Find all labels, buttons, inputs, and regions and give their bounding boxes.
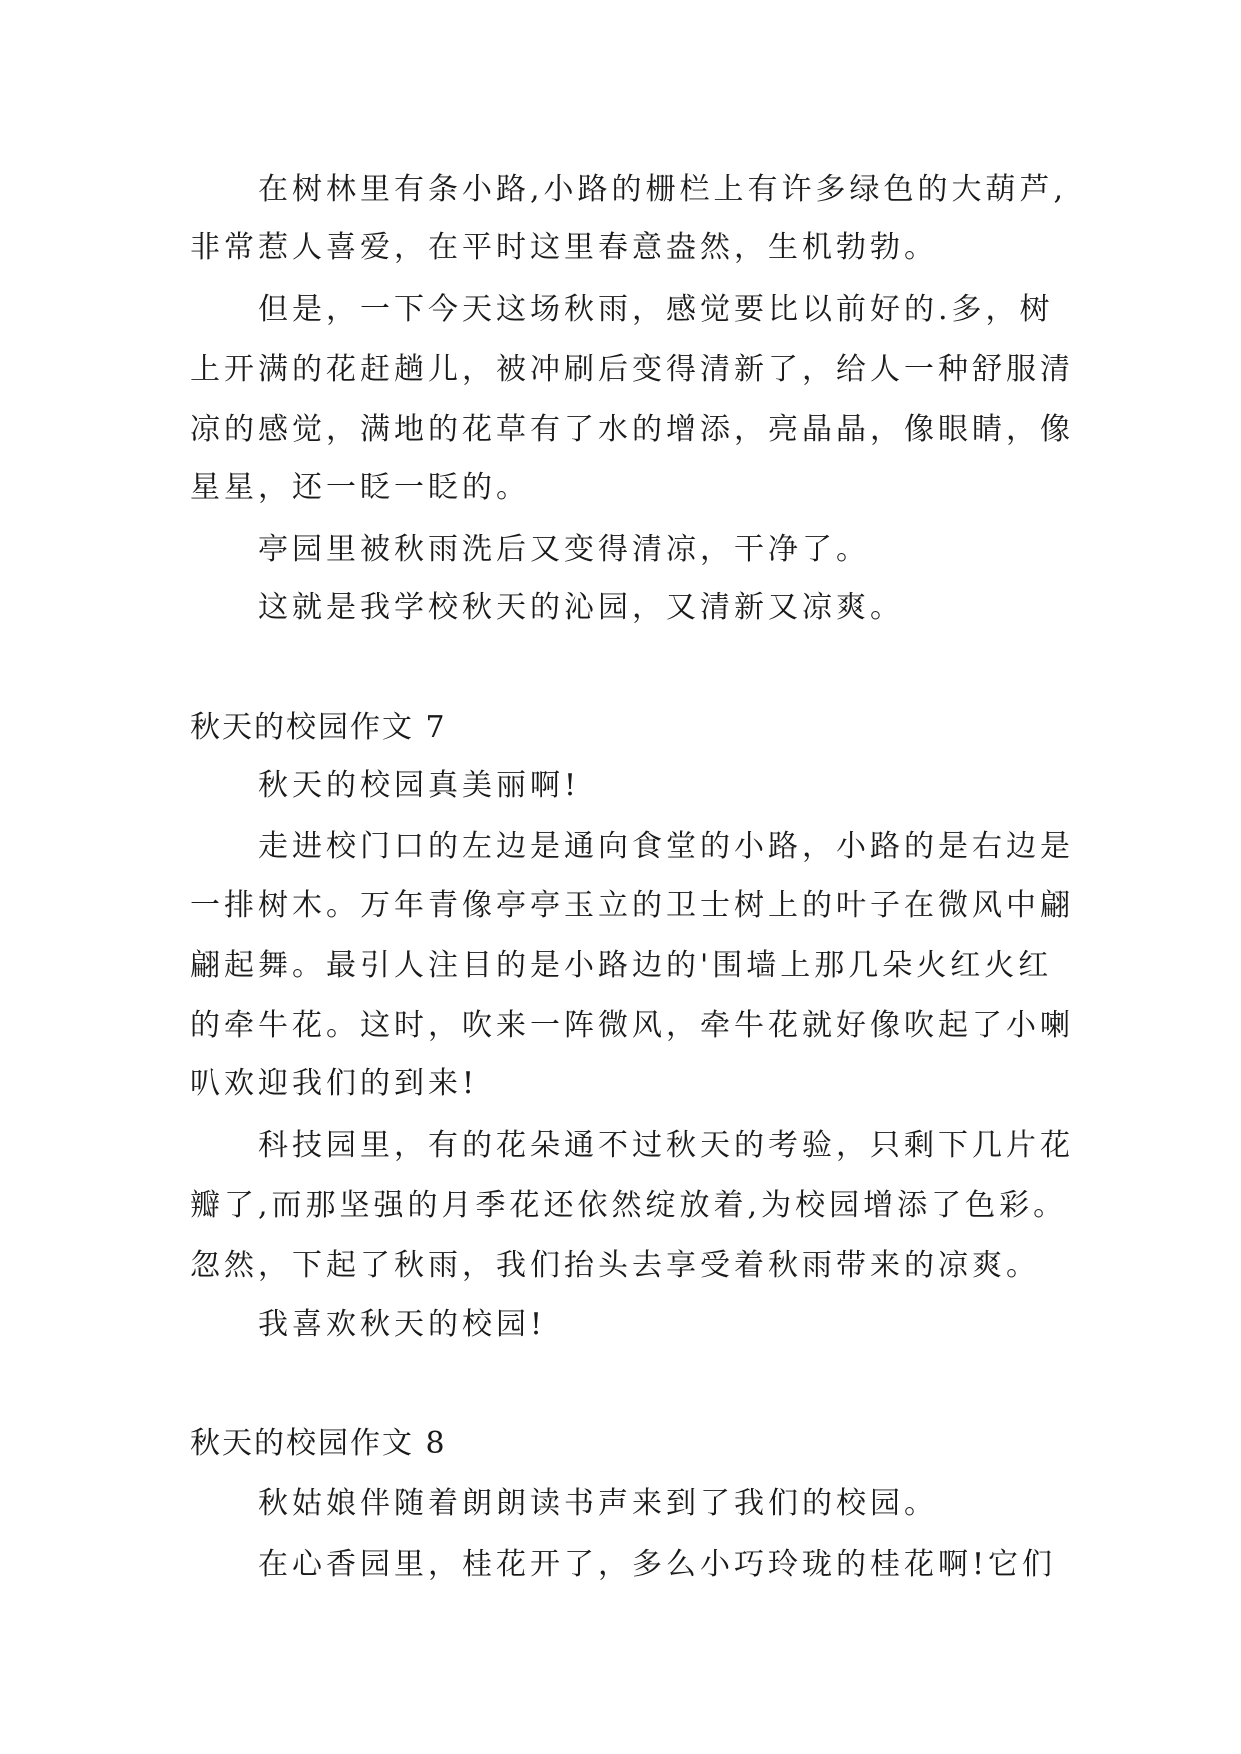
section-heading: 秋天的校园作文 8 [190,1426,447,1461]
section-heading: 秋天的校园作文 7 [190,710,447,745]
paragraph-line: 忽然，下起了秋雨，我们抬头去享受着秋雨带来的凉爽。 [190,1248,1040,1283]
paragraph-line: 走进校门口的左边是通向食堂的小路，小路的是右边是 [258,829,1074,864]
paragraph-line: 我喜欢秋天的校园! [258,1307,547,1342]
paragraph-line: 亭园里被秋雨洗后又变得清凉，干净了。 [258,532,870,567]
paragraph-line: 凉的感觉，满地的花草有了水的增添，亮晶晶，像眼睛，像 [190,412,1074,447]
paragraph-line: 科技园里，有的花朵通不过秋天的考验，只剩下几片花 [258,1128,1074,1163]
paragraph-line: 非常惹人喜爱，在平时这里春意盎然，生机勃勃。 [190,230,938,265]
paragraph-line: 的牵牛花。这时，吹来一阵微风，牵牛花就好像吹起了小喇 [190,1008,1074,1043]
paragraph-line: 一排树木。万年青像亭亭玉立的卫士树上的叶子在微风中翩 [190,888,1074,923]
paragraph-line: 瓣了,而那坚强的月季花还依然绽放着,为校园增添了色彩。 [190,1188,1068,1223]
paragraph-line: 秋姑娘伴随着朗朗读书声来到了我们的校园。 [258,1486,938,1521]
paragraph-line: 秋天的校园真美丽啊! [258,768,581,803]
paragraph-line: 在心香园里，桂花开了，多么小巧玲珑的桂花啊!它们 [258,1547,1057,1582]
paragraph-line: 在树林里有条小路,小路的栅栏上有许多绿色的大葫芦, [258,172,1068,207]
paragraph-line: 这就是我学校秋天的沁园，又清新又凉爽。 [258,590,904,625]
paragraph-line: 上开满的花赶趟儿，被冲刷后变得清新了，给人一种舒服清 [190,352,1074,387]
paragraph-line: 叭欢迎我们的到来! [190,1066,479,1101]
paragraph-line: 但是，一下今天这场秋雨，感觉要比以前好的.多，树 [258,292,1054,327]
paragraph-line: 星星，还一眨一眨的。 [190,470,530,505]
paragraph-line: 翩起舞。最引人注目的是小路边的'围墙上那几朵火红火红 [190,948,1053,983]
